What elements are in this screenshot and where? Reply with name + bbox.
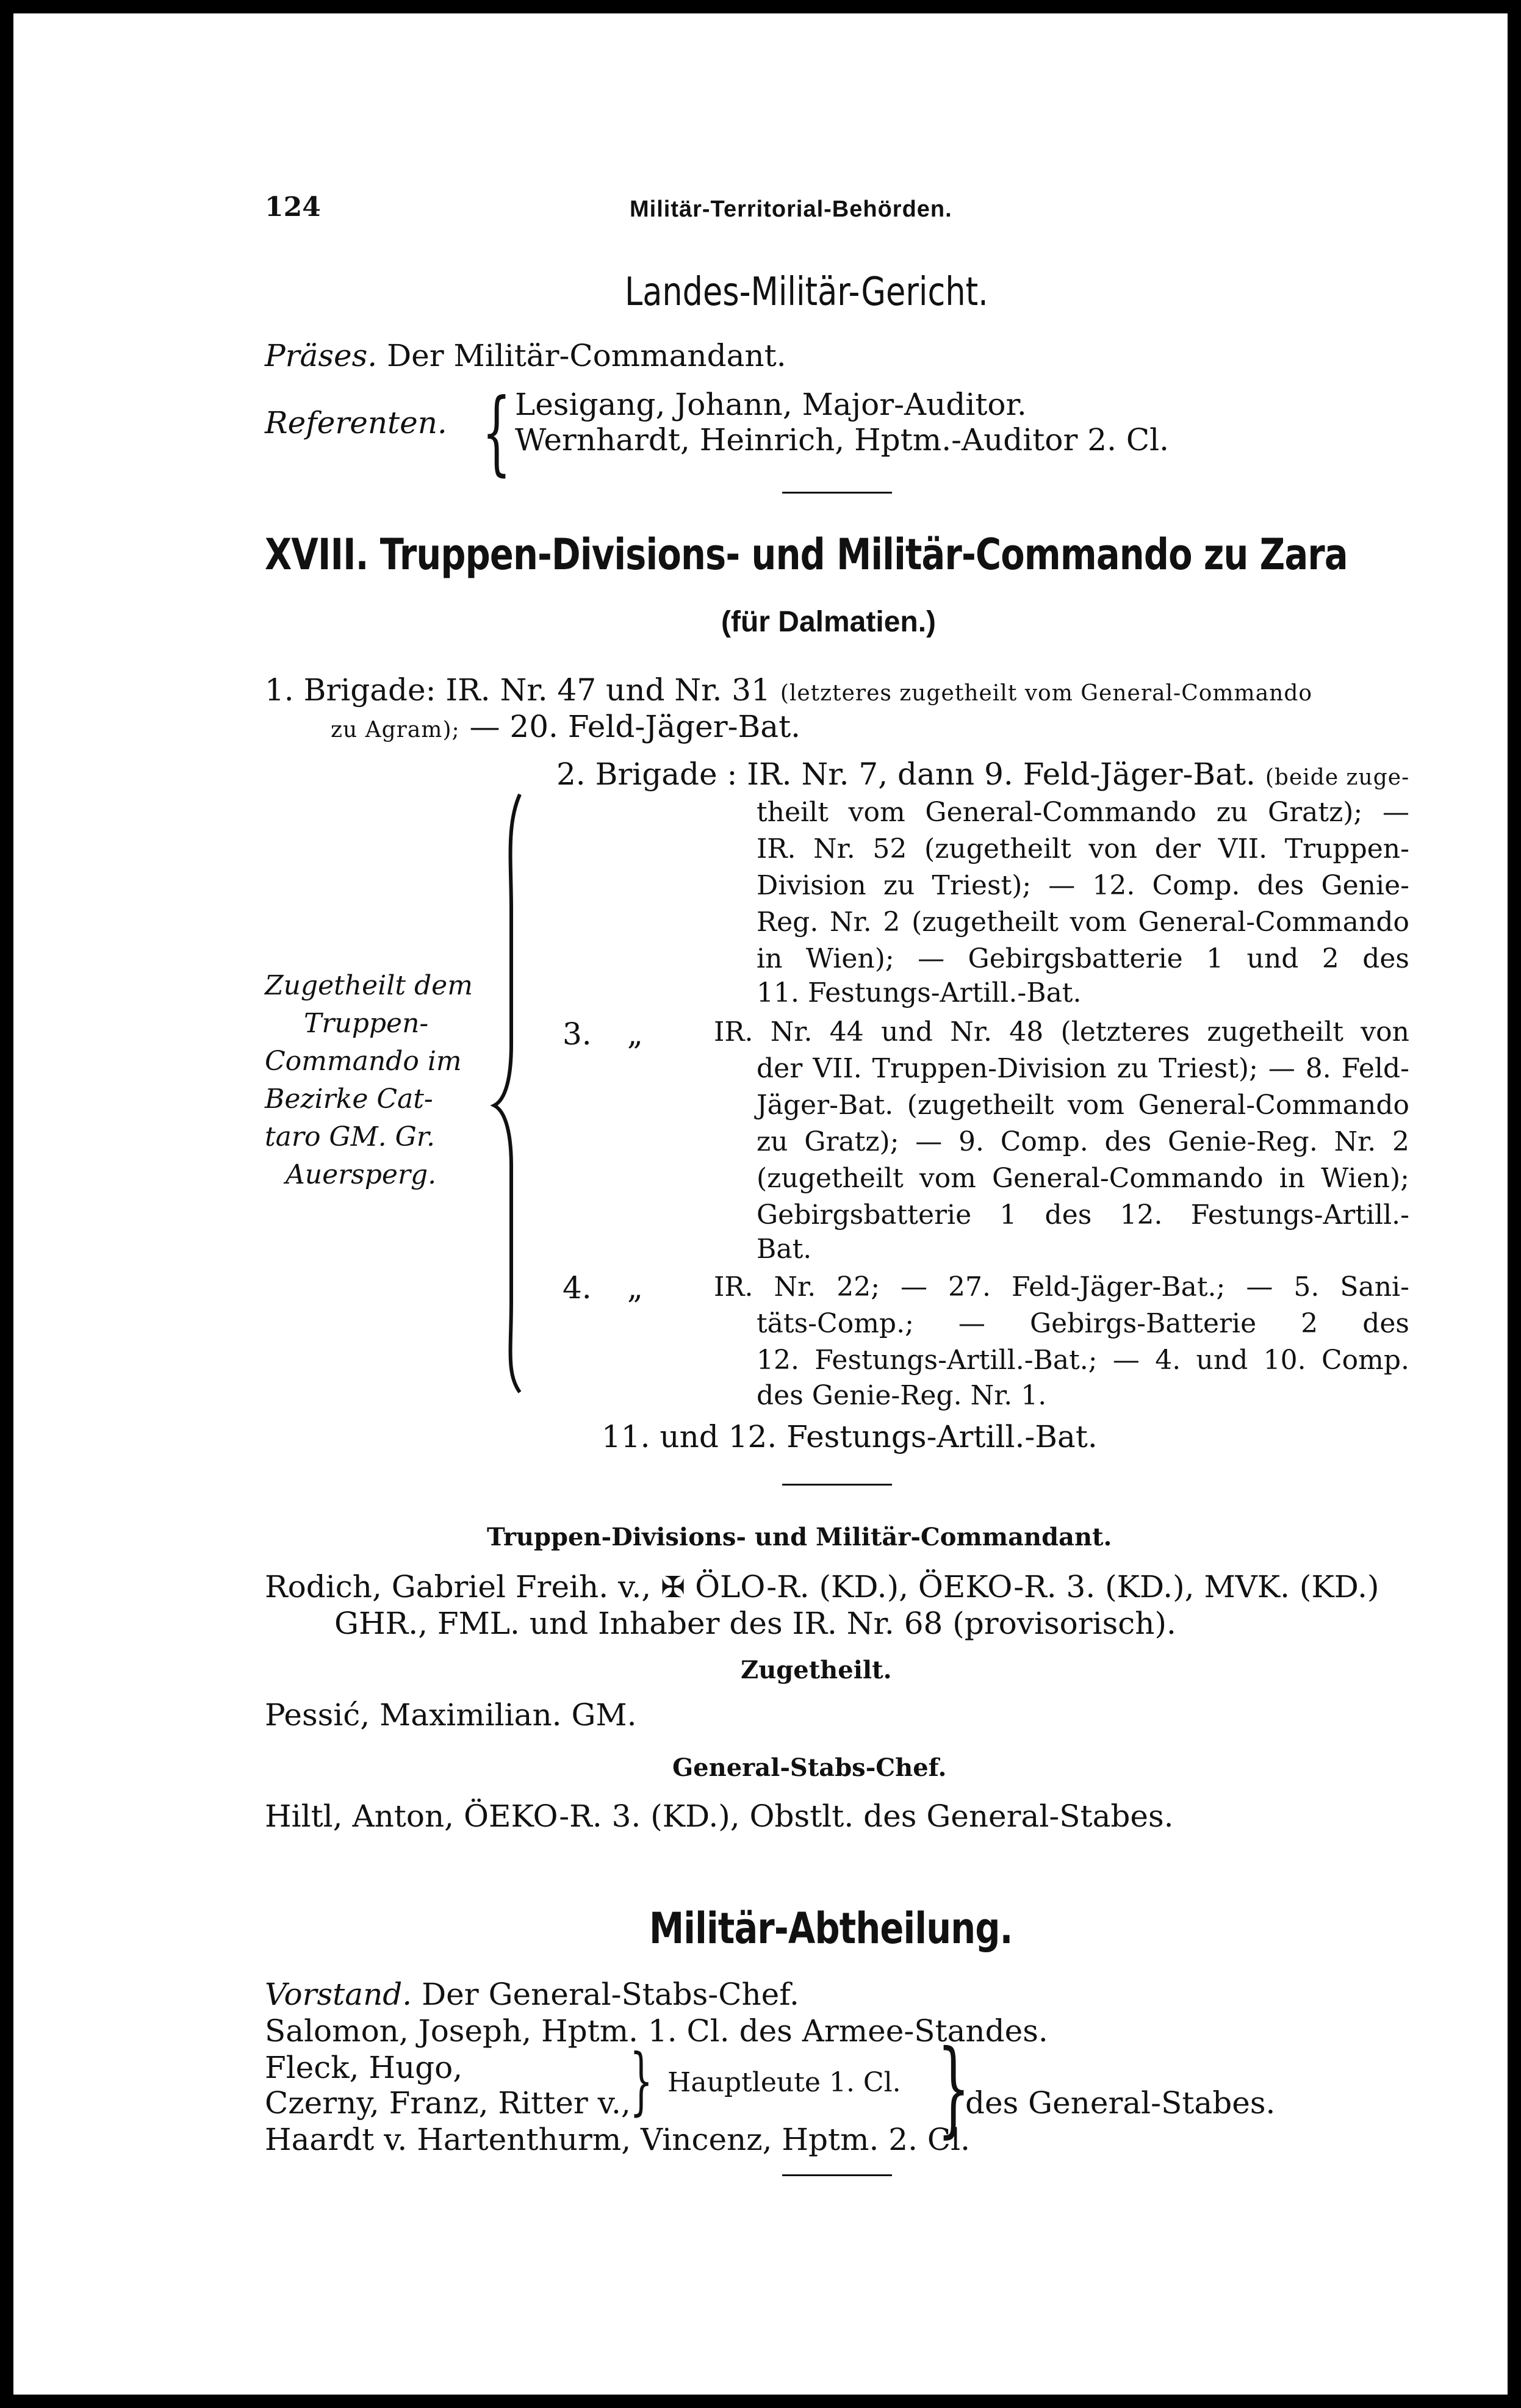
vorstand-text: Der General-Stabs-Chef. xyxy=(422,1977,799,2012)
abtheilung-title: Militär-Abtheilung. xyxy=(649,1903,1013,1953)
side-note-6: Auersperg. xyxy=(286,1159,437,1190)
brigade3-ditto: „ xyxy=(627,1016,643,1052)
referent-1: Lesigang, Johann, Major-Auditor. xyxy=(515,387,1027,422)
brigade4-ditto: „ xyxy=(627,1270,643,1306)
running-title: Militär-Territorial-Behörden. xyxy=(630,196,952,222)
commandant-line-1 xyxy=(265,1569,1379,1605)
hauptleute-label: Hauptleute 1. Cl. xyxy=(667,2067,901,2098)
zugetheilt-name: Pessić, Maximilian. GM. xyxy=(265,1697,637,1733)
chef-heading: General-Stabs-Chef. xyxy=(672,1753,947,1782)
brigade4-line-2: täts-Comp.; — Gebirgs-Batterie 2 des xyxy=(757,1308,1409,1339)
vorstand-label: Vorstand. xyxy=(265,1977,412,2012)
salomon-line: Salomon, Joseph, Hptm. 1. Cl. des Armee-Standes. xyxy=(265,2013,1048,2049)
divider xyxy=(782,1484,892,1486)
zugetheilt-heading: Zugetheilt. xyxy=(741,1656,892,1684)
brigade4-line-4: des Genie-Reg. Nr. 1. xyxy=(757,1380,1047,1411)
gericht-title: Landes-Militär-Gericht. xyxy=(625,270,988,315)
general-stabes-brace: } xyxy=(937,2028,971,2149)
brigade3-line-5: (zugetheilt vom General-Commando in Wien); xyxy=(757,1163,1409,1194)
division-title: XVIII. Truppen-Divisions- und Militär-Commando zu Zara xyxy=(265,530,1348,580)
brigade2-label-tail: (beide zuge- xyxy=(1265,765,1410,790)
closing-line: 11. und 12. Festungs-Artill.-Bat. xyxy=(602,1419,1098,1454)
brigade4-line-1: IR. Nr. 22; — 27. Feld-Jäger-Bat.; — 5. Sani- xyxy=(714,1271,1409,1303)
commandant-heading: Truppen-Divisions- und Militär-Commandant. xyxy=(487,1523,1112,1551)
praeses-text: Der Militär-Commandant. xyxy=(387,338,786,373)
side-note-2: Truppen- xyxy=(304,1008,429,1039)
brigade2-label-line xyxy=(556,757,1409,792)
brigade2-line-2: IR. Nr. 52 (zugetheilt von der VII. Truppen- xyxy=(757,833,1409,864)
brigade2-line-4: Reg. Nr. 2 (zugetheilt vom General-Commando xyxy=(757,907,1409,938)
commandant-name: Rodich, Gabriel Freih. v., xyxy=(265,1569,652,1605)
brigade3-line-7: Bat. xyxy=(757,1234,812,1265)
page-number: 124 xyxy=(265,192,321,223)
brigade1-line2 xyxy=(331,709,800,744)
scanned-page xyxy=(13,13,1508,2395)
brigade1-line1 xyxy=(265,672,1312,708)
haardt-line: Haardt v. Hartenthurm, Vincenz, Hptm. 2. Cl. xyxy=(265,2122,971,2157)
brigade2-label: 2. Brigade : IR. Nr. 7, dann 9. Feld-Jäger-Bat. xyxy=(556,757,1256,792)
brigade4-line-3: 12. Festungs-Artill.-Bat.; — 4. und 10. Comp. xyxy=(757,1345,1409,1376)
hauptleute-brace: } xyxy=(630,2039,653,2124)
brigade3-line-1: IR. Nr. 44 und Nr. 48 (letzteres zugetheilt von xyxy=(714,1016,1409,1048)
fleck-line: Fleck, Hugo, xyxy=(265,2050,463,2085)
brigade3-line-3: Jäger-Bat. (zugetheilt vom General-Commando xyxy=(757,1090,1409,1121)
brigade1-main: 1. Brigade: IR. Nr. 47 und Nr. 31 xyxy=(265,672,771,708)
side-note-3: Commando im xyxy=(265,1046,462,1077)
brigade3-number: 3. xyxy=(563,1016,592,1052)
vorstand-line xyxy=(265,1977,799,2012)
brigade3-line-4: zu Gratz); — 9. Comp. des Genie-Reg. Nr. 2 xyxy=(757,1126,1409,1157)
brigade1-note-end: zu Agram); xyxy=(331,717,460,742)
praeses-label: Präses. xyxy=(265,338,378,373)
order-cross-icon: ✠ xyxy=(661,1570,686,1605)
praeses-line xyxy=(265,338,786,373)
commandant-orders: ÖLO-R. (KD.), ÖEKO-R. 3. (KD.), MVK. (KD.) xyxy=(695,1569,1379,1605)
chef-name: Hiltl, Anton, ÖEKO-R. 3. (KD.), Obstlt. des General-Stabes. xyxy=(265,1799,1174,1834)
commandant-line-2: GHR., FML. und Inhaber des IR. Nr. 68 (provisorisch). xyxy=(334,1606,1176,1641)
brigade4-number: 4. xyxy=(563,1270,592,1306)
division-subtitle: (für Dalmatien.) xyxy=(721,606,937,638)
brigade2-line-1: theilt vom General-Commando zu Gratz); — xyxy=(757,797,1409,828)
brigade-brace xyxy=(489,788,532,1398)
brigade3-line-2: der VII. Truppen-Division zu Triest); — 8. Feld- xyxy=(757,1053,1409,1084)
czerny-line: Czerny, Franz, Ritter v., xyxy=(265,2085,631,2121)
side-note-4: Bezirke Cat- xyxy=(265,1084,433,1115)
side-note-1: Zugetheilt dem xyxy=(265,970,473,1001)
brigade1-note: (letzteres zugetheilt vom General-Commando xyxy=(780,681,1313,706)
side-note-5: taro GM. Gr. xyxy=(265,1121,435,1152)
brigade1-jaeger: — 20. Feld-Jäger-Bat. xyxy=(469,709,801,744)
referent-2: Wernhardt, Heinrich, Hptm.-Auditor 2. Cl. xyxy=(515,422,1170,458)
general-stabes-label: des General-Stabes. xyxy=(965,2085,1276,2121)
divider xyxy=(782,492,892,494)
brigade3-line-6: Gebirgsbatterie 1 des 12. Festungs-Artill.- xyxy=(757,1199,1409,1231)
referenten-brace: { xyxy=(482,379,511,486)
brigade2-line-3: Division zu Triest); — 12. Comp. des Genie- xyxy=(757,870,1409,901)
referenten-label: Referenten. xyxy=(265,405,447,440)
brigade2-line-5: in Wien); — Gebirgsbatterie 1 und 2 des xyxy=(757,943,1409,974)
divider xyxy=(782,2174,892,2176)
brigade2-line-6: 11. Festungs-Artill.-Bat. xyxy=(757,977,1082,1008)
